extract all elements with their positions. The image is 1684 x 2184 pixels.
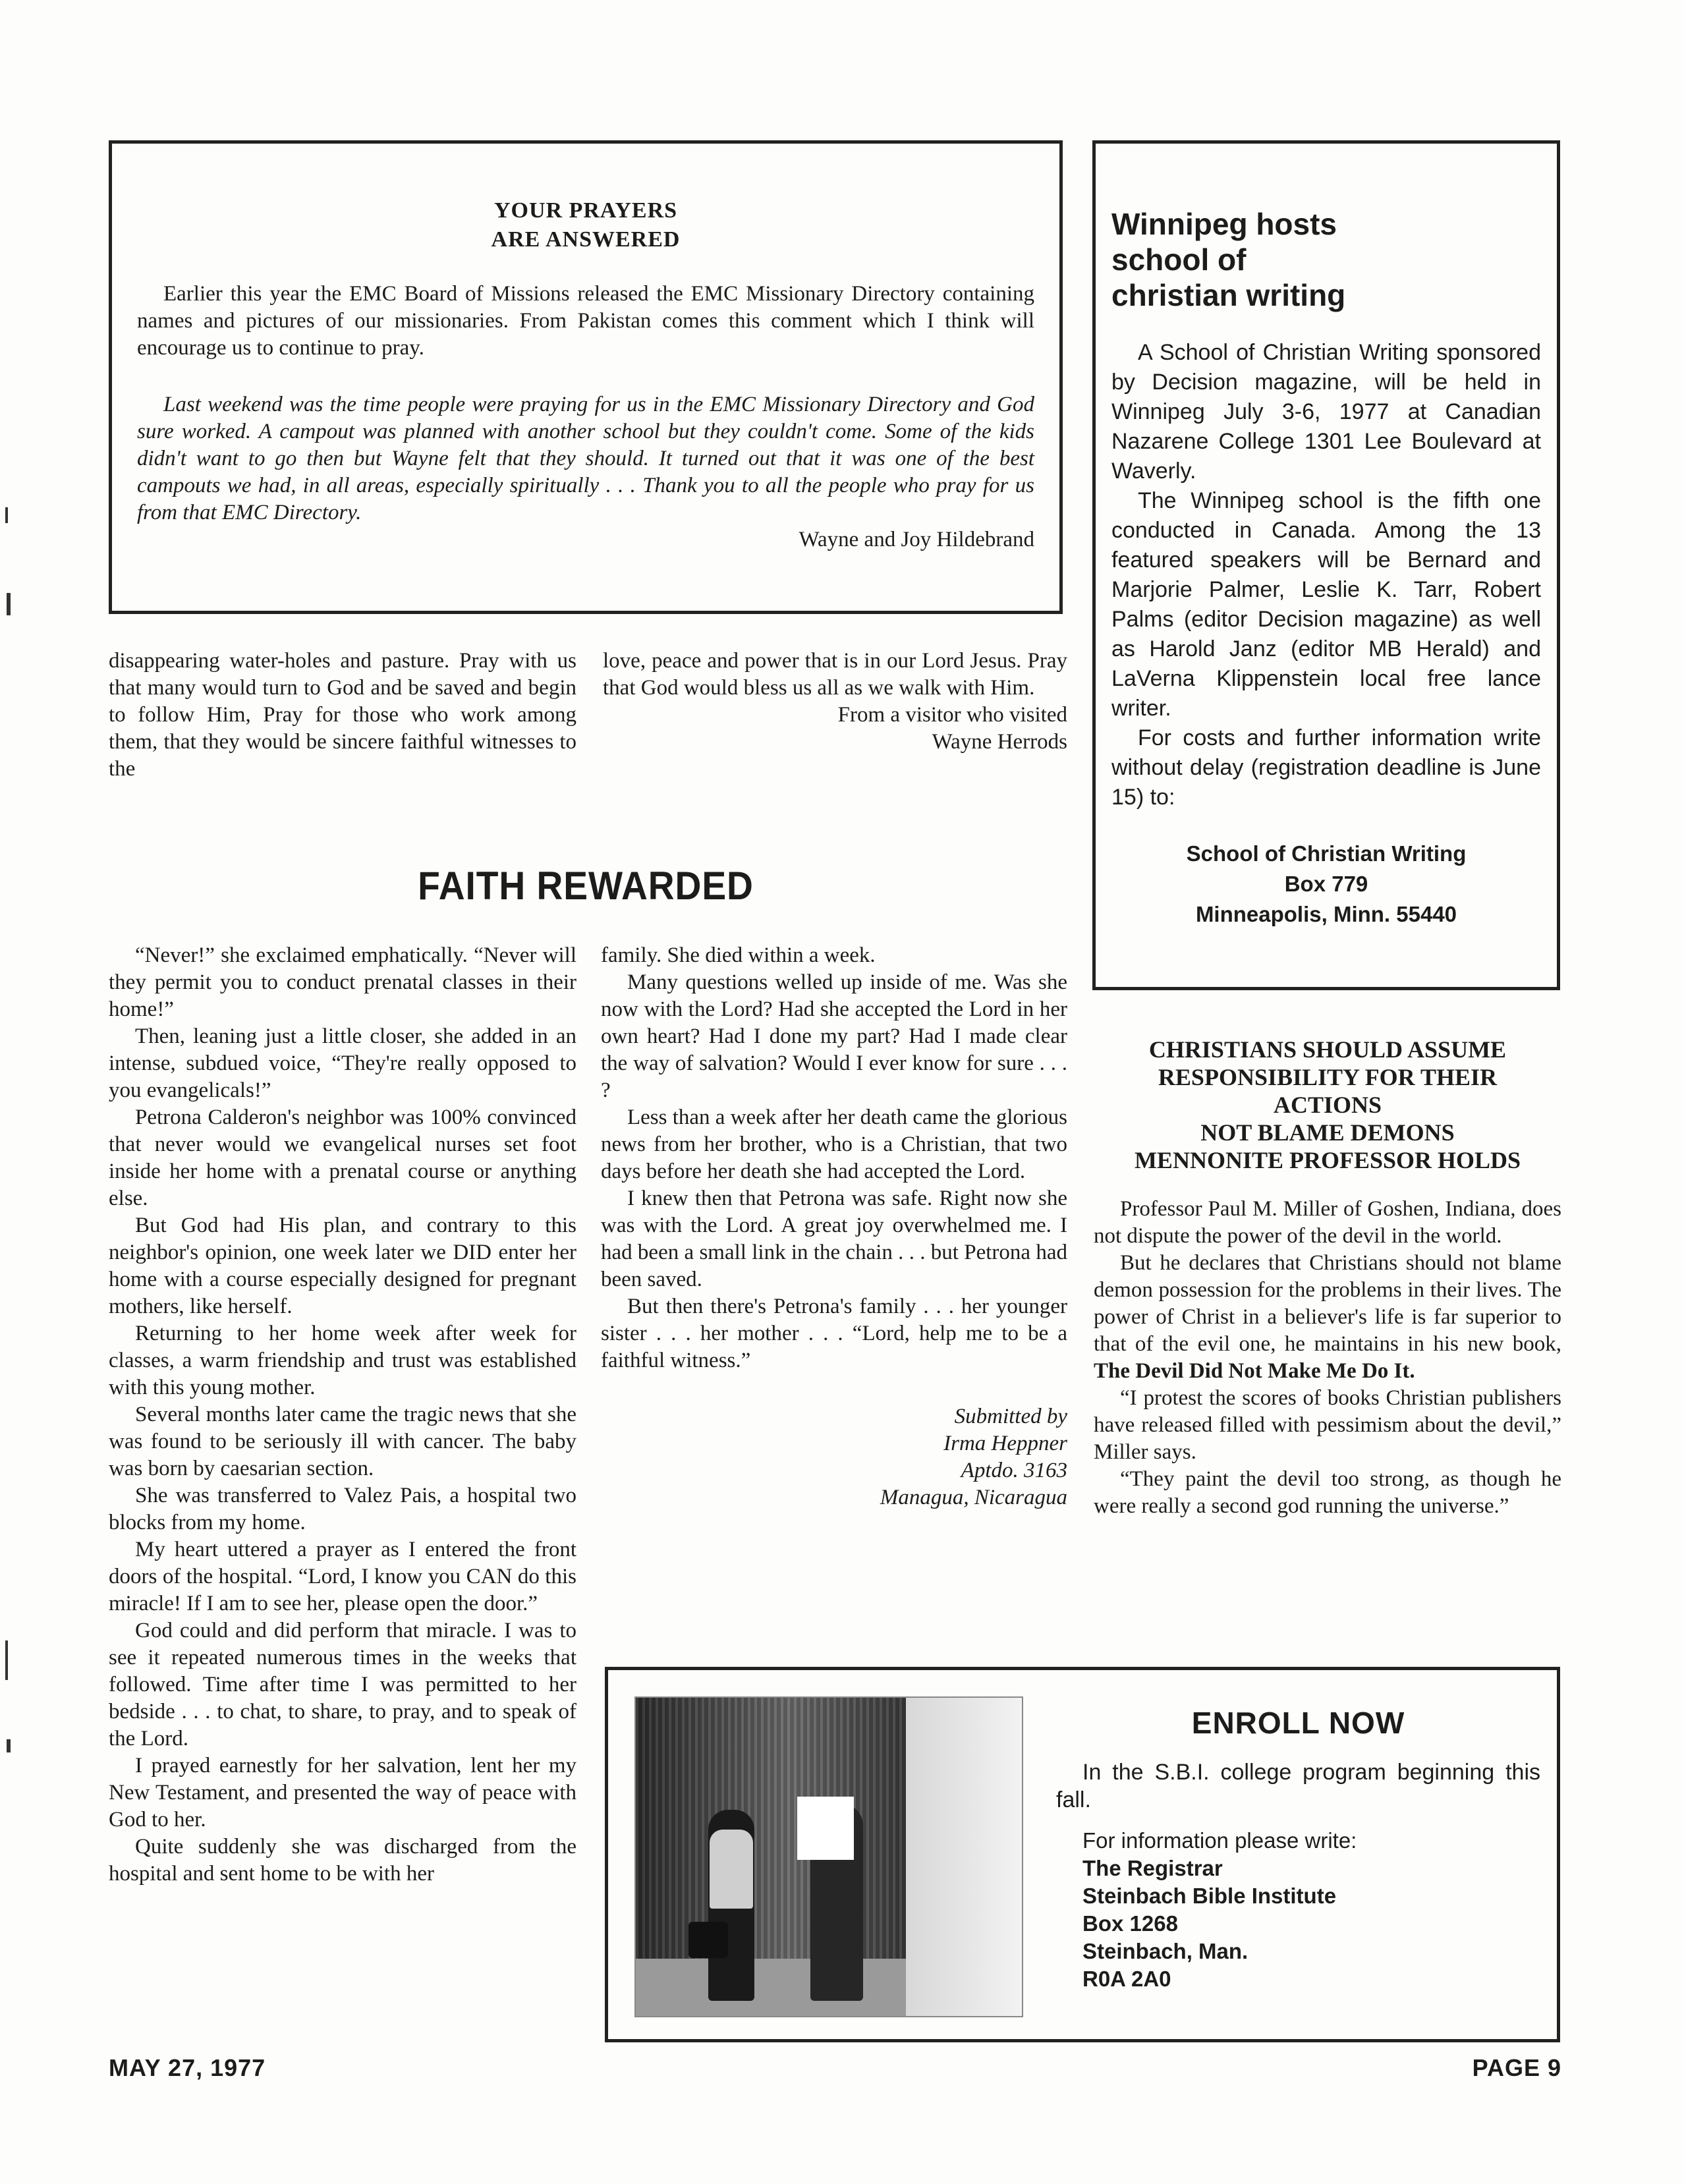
article-paragraph: Then, leaning just a little closer, she added in an intense, subdued voice, “They're really opposed to you evangelicals!” xyxy=(109,1024,576,1102)
article-signoff: Submitted by Irma Heppner Aptdo. 3163 Managua, Nicaragua xyxy=(880,1405,1067,1509)
article-paragraph: Many questions welled up inside of me. Was she now with the Lord? Had she accepted the Lord in her own heart? Had I done my part? Had I made clear the way of salvation? Would I ever know for sure . . . ? xyxy=(601,970,1067,1102)
winnipeg-address: School of Christian Writing Box 779 Minneapolis, Minn. 55440 xyxy=(1186,841,1467,926)
faith-left-column xyxy=(109,942,576,1888)
christians-responsibility-title: CHRISTIANS SHOULD ASSUME RESPONSIBILITY FOR THEIR ACTIONS NOT BLAME DEMONS MENNONITE PROFESSOR HOLDS xyxy=(1134,1036,1521,1173)
article-paragraph: I prayed earnestly for her salvation, lent her my New Testament, and presented the way of peace with God to her. xyxy=(109,1754,576,1832)
article-paragraph: But God had His plan, and contrary to this neighbor's opinion, one week later we DID enter her home with a course especially designed for pregnant mothers, like herself. xyxy=(109,1214,576,1318)
continuation-left-column: disappearing water-holes and pasture. Pray with us that many would turn to God and be saved and begin to follow Him, Pray for those who work among them, that they would be sincere faithful witnesses to the xyxy=(109,649,576,781)
winnipeg-title: Winnipeg hosts school of christian writing xyxy=(1111,207,1346,312)
article-paragraph: “They paint the devil too strong, as though he were really a second god running the universe.” xyxy=(1094,1467,1561,1518)
article-paragraph: “Never!” she exclaimed emphatically. “Never will they permit you to conduct prenatal classes in their home!” xyxy=(109,943,576,1021)
enroll-body: In the S.B.I. college program beginning this fall. xyxy=(1056,1760,1540,1812)
winnipeg-paragraph: A School of Christian Writing sponsored by Decision magazine, will be held in Winnipeg July 3-6, 1977 at Canadian Nazarene College 1301 Lee Boulevard at Waverly. xyxy=(1111,340,1541,484)
faith-rewarded-title: FAITH REWARDED xyxy=(418,864,754,908)
article-paragraph: Professor Paul M. Miller of Goshen, Indiana, does not dispute the power of the devil in the world. xyxy=(1094,1197,1561,1248)
prayers-signature: Wayne and Joy Hildebrand xyxy=(799,528,1034,551)
binding-mark xyxy=(7,1739,11,1752)
binding-mark xyxy=(7,593,11,615)
footer-date: MAY 27, 1977 xyxy=(109,2054,266,2081)
christians-article-body xyxy=(1094,1196,1561,1520)
continuation-right-column: love, peace and power that is in our Lord Jesus. Pray that God would bless us all as we walk with Him. From a visitor who visited Wayne Herrods xyxy=(603,648,1067,756)
enroll-contact: For information please write: The Registrar Steinbach Bible Institute Box 1268 Steinbach, Man. R0A 2A0 xyxy=(1082,1828,1357,1991)
article-paragraph: Returning to her home week after week for classes, a warm friendship and trust was established with this young mother. xyxy=(109,1322,576,1399)
winnipeg-paragraph: For costs and further information write without delay (registration deadline is June 15) to: xyxy=(1111,725,1541,810)
article-paragraph: family. She died within a week. xyxy=(601,943,876,967)
enroll-title: ENROLL NOW xyxy=(1191,1706,1405,1740)
binding-mark xyxy=(5,507,8,523)
prayers-title: YOUR PRAYERS ARE ANSWERED xyxy=(491,198,681,252)
article-paragraph: My heart uttered a prayer as I entered the front doors of the hospital. “Lord, I know you CAN do this miracle! If I am to see her, please open the door.” xyxy=(109,1538,576,1615)
article-paragraph: But he declares that Christians should not blame demon possession for the problems in their lives. The power of Christ in a believer's life is far superior to that of the evil one, he maintains in his new book, The Devil Did Not Make Me Do It. xyxy=(1094,1251,1561,1383)
article-paragraph: Quite suddenly she was discharged from the hospital and sent home to be with her xyxy=(109,1835,576,1886)
winnipeg-writing-school-box xyxy=(1092,140,1560,990)
article-paragraph: Less than a week after her death came the glorious news from her brother, who is a Christian, that two days before her death she had accepted the Lord. xyxy=(601,1106,1067,1183)
binding-mark xyxy=(5,1640,8,1680)
prayers-quote: Last weekend was the time people were praying for us in the EMC Missionary Directory and God sure worked. A campout was planned with another school but they couldn't come. Some of the kids didn't want to go then but Wayne felt that they should. It turned out that it was one of the best campouts we had, in all areas, especially spiritually . . . Thank you to all the people who pray for us from that EMC Directory. xyxy=(137,393,1034,524)
briefcase xyxy=(688,1922,728,1958)
visitor-credit: From a visitor who visited Wayne Herrods xyxy=(837,703,1067,754)
photo-two-men xyxy=(634,1696,1023,2017)
footer-page-number: PAGE 9 xyxy=(1472,2054,1561,2081)
prayers-intro: Earlier this year the EMC Board of Missions released the EMC Missionary Directory containing names and pictures of our missionaries. From Pakistan comes this comment which I think will encourage us to continue to pray. xyxy=(137,282,1034,360)
winnipeg-paragraph: The Winnipeg school is the fifth one conducted in Canada. Among the 13 featured speakers will be Bernard and Marjorie Palmer, Leslie K. Tarr, Robert Palms (editor Decision magazine) as well as Harold Janz (editor MB Herald) and LaVerna Klippenstein local free lance writer. xyxy=(1111,488,1541,721)
faith-right-column xyxy=(601,942,1067,1511)
article-paragraph: Several months later came the tragic news that she was found to be seriously ill with cancer. The baby was born by caesarian section. xyxy=(109,1403,576,1480)
enroll-text xyxy=(1056,1704,1540,1993)
book-title: The Devil Did Not Make Me Do It. xyxy=(1094,1359,1415,1383)
enroll-now-box xyxy=(605,1667,1560,2042)
article-paragraph: “I protest the scores of books Christian publishers have released filled with pessimism about the devil,” Miller says. xyxy=(1094,1386,1561,1464)
article-paragraph: She was transferred to Valez Pais, a hospital two blocks from my home. xyxy=(109,1484,576,1534)
article-paragraph: I knew then that Petrona was safe. Right now she was with the Lord. A great joy overwhelmed me. I had been a small link in the chain . . . but Petrona had been saved. xyxy=(601,1187,1067,1291)
article-paragraph: But then there's Petrona's family . . . her younger sister . . . her mother . . . “Lord, help me to be a faithful witness.” xyxy=(601,1295,1067,1372)
prayers-answered-box xyxy=(109,140,1063,614)
article-paragraph: God could and did perform that miracle. I was to see it repeated numerous times in the weeks that followed. Time after time I was permitted to her bedside . . . to chat, to share, to pray, and to speak of the Lord. xyxy=(109,1619,576,1750)
redaction-square xyxy=(797,1797,854,1860)
article-paragraph: Petrona Calderon's neighbor was 100% convinced that never would we evangelical nurses set foot inside her home with a prenatal course or anything else. xyxy=(109,1106,576,1210)
